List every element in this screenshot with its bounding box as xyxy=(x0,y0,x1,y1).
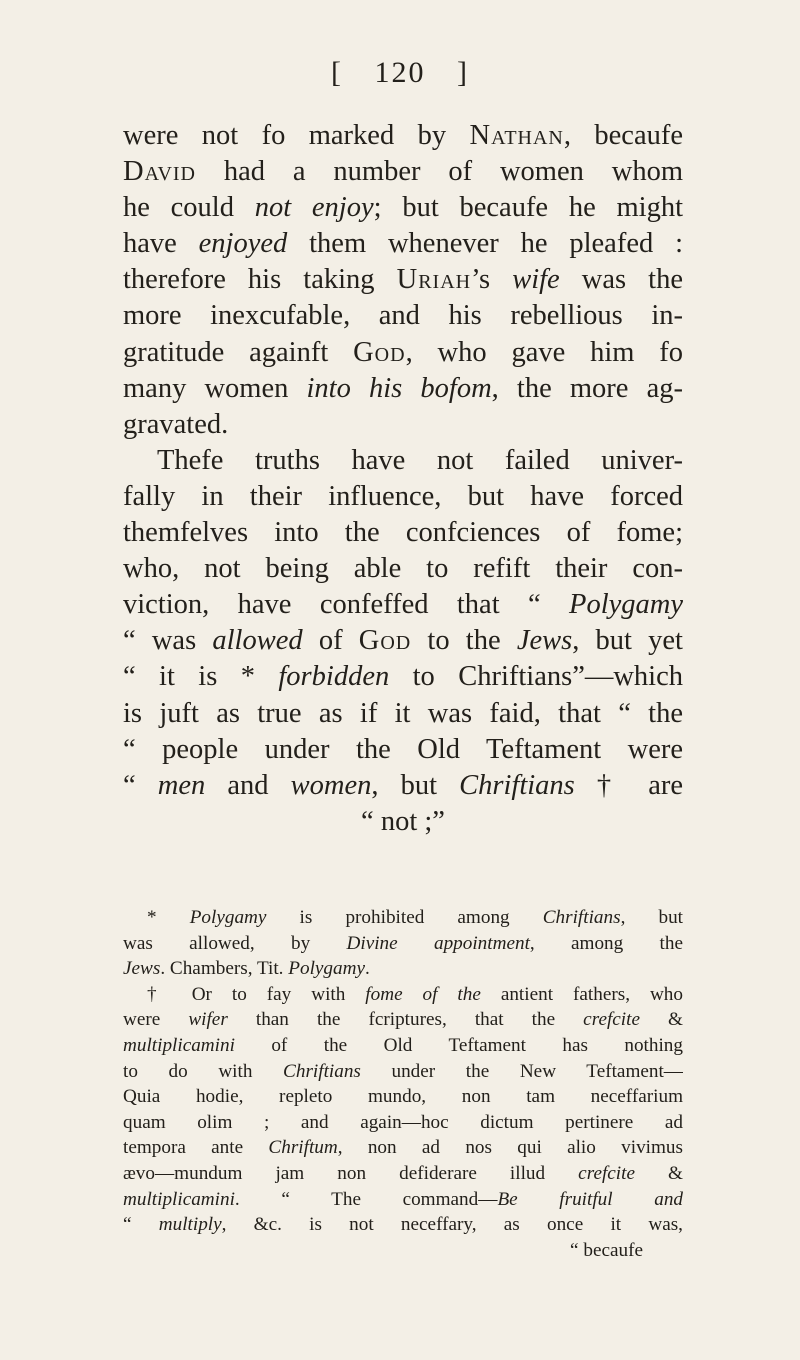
italic-run: Chriftum xyxy=(268,1137,338,1159)
text-run: gratitude againft xyxy=(123,336,354,368)
footnote-line xyxy=(123,956,683,982)
small-caps-run: David xyxy=(123,156,196,188)
italic-run: not enjoy xyxy=(254,192,374,224)
text-run: ævo—mundum jam non defiderare illud xyxy=(123,1162,579,1184)
body-text xyxy=(123,118,683,840)
small-caps-run: God xyxy=(353,336,406,368)
body-line xyxy=(123,298,683,334)
text-run: & xyxy=(635,1162,683,1184)
footnote-line xyxy=(123,1238,683,1264)
text-run xyxy=(307,373,492,404)
text-run: of xyxy=(302,625,359,657)
italic-run: fome of the xyxy=(365,983,481,1005)
text-run: viction, have confeffed that “ xyxy=(123,589,570,621)
text-run: . Chambers, Tit. xyxy=(160,958,289,980)
text-run: to Chriftians”—which xyxy=(389,661,683,693)
text-run xyxy=(543,907,621,928)
text-run: , the more ag- xyxy=(491,372,683,404)
footnote-line xyxy=(123,1059,683,1085)
text-run: is prohibited among xyxy=(266,907,543,928)
body-line xyxy=(123,732,683,768)
footnote-line xyxy=(123,931,683,957)
text-run: under the New Teftament— xyxy=(360,1060,683,1082)
italic-run: crefcite xyxy=(583,1009,640,1031)
footnote-line xyxy=(123,1084,683,1110)
italic-run: allowed xyxy=(212,625,303,657)
footnote-line xyxy=(123,1135,683,1161)
text-run: had a number of women whom xyxy=(196,156,683,188)
text-run: & xyxy=(640,1009,683,1031)
text-run xyxy=(288,958,365,979)
text-run: to do with xyxy=(123,1060,284,1082)
text-run: therefore his taking xyxy=(123,264,397,296)
body-line xyxy=(123,118,683,154)
text-run: Quia hodie, repleto mundo, non tam neceffarium xyxy=(123,1086,683,1108)
text-run xyxy=(291,770,372,801)
text-run: , among the xyxy=(529,932,683,954)
text-run xyxy=(283,1061,361,1082)
italic-run: crefcite xyxy=(578,1162,635,1184)
text-run xyxy=(517,625,572,656)
italic-run: men xyxy=(157,769,206,801)
body-line xyxy=(123,515,683,551)
text-run: tempora ante xyxy=(123,1137,269,1159)
text-run xyxy=(199,228,288,259)
text-run: , but yet xyxy=(572,625,683,657)
text-run xyxy=(459,770,575,801)
text-run: more inexcufable, and his rebellious in- xyxy=(123,300,683,332)
text-run xyxy=(255,192,374,223)
page-header xyxy=(0,56,800,90)
text-run: them whenever he pleafed : xyxy=(287,228,683,260)
footnote-line xyxy=(123,1110,683,1136)
text-run: was the xyxy=(559,264,683,296)
italic-run: wife xyxy=(512,264,560,296)
text-run: * xyxy=(147,907,190,928)
text-run xyxy=(123,1189,235,1210)
text-run: was allowed, by xyxy=(123,932,347,954)
text-run xyxy=(212,625,302,656)
text-run: “ was xyxy=(123,625,213,657)
italic-run: Jews xyxy=(123,958,161,980)
body-line xyxy=(123,551,683,587)
body-line xyxy=(123,335,683,371)
body-line xyxy=(123,696,683,732)
body-line xyxy=(123,804,683,840)
text-run: Thefe truths have not failed univer- xyxy=(157,444,683,476)
text-run: gravated. xyxy=(123,408,229,440)
body-line xyxy=(123,587,683,623)
bracket-open: [ xyxy=(331,56,343,89)
footnote-line xyxy=(123,1187,683,1213)
text-run: is juft as true as if it was faid, that “ the xyxy=(123,697,683,729)
text-run xyxy=(188,1009,227,1030)
text-run: , who gave him fo xyxy=(405,336,683,368)
text-run xyxy=(268,1137,337,1158)
italic-run: wifer xyxy=(188,1009,228,1031)
text-run xyxy=(569,589,683,620)
text-run: of the Old Teftament has nothing xyxy=(234,1034,683,1056)
text-run: were xyxy=(123,1009,189,1031)
text-run xyxy=(578,1163,635,1184)
text-run xyxy=(365,984,481,1005)
italic-run: forbidden xyxy=(278,661,390,693)
text-run: fally in their influence, but have forced xyxy=(123,480,683,512)
italic-run: women xyxy=(290,769,372,801)
italic-run: multiply xyxy=(158,1214,222,1236)
footnote-line xyxy=(123,905,683,931)
body-line xyxy=(123,262,683,298)
small-caps-run: Nathan xyxy=(469,120,564,151)
text-run: ; but becaufe he might xyxy=(373,192,683,224)
text-run xyxy=(278,661,389,692)
text-run: . “ The command— xyxy=(234,1188,498,1210)
body-line xyxy=(123,190,683,226)
body-line xyxy=(123,443,683,479)
small-caps-run: God xyxy=(358,625,412,657)
text-run: † are xyxy=(574,769,683,801)
text-run xyxy=(190,907,267,928)
italic-run: Chriftians xyxy=(283,1060,361,1082)
italic-run: Be fruitful and xyxy=(497,1188,683,1210)
text-run xyxy=(583,1009,640,1030)
text-run: , &c. is not neceffary, as once it was, xyxy=(221,1214,683,1236)
text-run: to the xyxy=(411,625,517,657)
body-line xyxy=(123,768,683,804)
italic-run: multiplicamini xyxy=(123,1034,235,1056)
text-run xyxy=(123,958,160,979)
text-run: ’s xyxy=(471,264,513,296)
text-run: “ xyxy=(123,769,158,801)
footnotes xyxy=(123,905,683,1263)
footnote-line xyxy=(123,1161,683,1187)
italic-run: Polygamy xyxy=(288,958,365,980)
text-run: , but xyxy=(620,907,683,928)
text-run: and xyxy=(205,769,291,801)
body-line xyxy=(123,479,683,515)
text-run: he could xyxy=(123,192,255,224)
text-run: quam olim ; and again—hoc dictum pertinere ad xyxy=(123,1111,683,1133)
text-run: , becaufe xyxy=(563,120,683,151)
text-run xyxy=(347,933,530,954)
text-run xyxy=(123,1035,235,1056)
footnote-line xyxy=(123,1212,683,1238)
text-run: than the fcriptures, that the xyxy=(227,1009,584,1031)
body-line xyxy=(123,623,683,659)
footnote-line xyxy=(123,982,683,1008)
text-run: “ people under the Old Teftament were xyxy=(123,733,683,765)
body-line xyxy=(123,659,683,695)
body-line xyxy=(123,226,683,262)
text-run: “ xyxy=(123,1214,159,1236)
italic-run: Polygamy xyxy=(569,589,683,621)
text-run: † Or to fay with xyxy=(147,983,366,1005)
text-run: , but xyxy=(371,769,460,801)
text-run xyxy=(497,1189,683,1210)
italic-run: Divine appointment xyxy=(346,932,530,954)
italic-run: enjoyed xyxy=(198,228,288,260)
page-number: 120 xyxy=(374,56,426,89)
italic-run: into his bofom xyxy=(306,372,492,404)
small-caps-run: Uriah xyxy=(396,264,472,296)
body-line xyxy=(123,407,683,443)
bracket-close: ] xyxy=(457,56,469,89)
text-run: “ becaufe xyxy=(570,1239,643,1261)
text-run: have xyxy=(123,228,199,260)
italic-run: Chriftians xyxy=(542,907,621,928)
text-run: who, not being able to refift their con- xyxy=(123,553,683,585)
text-run xyxy=(159,1214,222,1235)
text-run: “ not ;” xyxy=(361,805,445,837)
italic-run: Jews xyxy=(516,625,573,657)
text-run: . xyxy=(365,958,370,980)
italic-run: Polygamy xyxy=(189,907,267,928)
text-run: were not fo marked by xyxy=(123,120,470,151)
text-run: “ it is * xyxy=(123,661,279,693)
text-run: many women xyxy=(123,372,307,404)
body-line xyxy=(123,154,683,190)
text-run: themfelves into the confciences of fome; xyxy=(123,517,683,549)
footnote-line xyxy=(123,1007,683,1033)
italic-run: multiplicamini xyxy=(123,1188,235,1210)
text-run: antient fathers, who xyxy=(480,983,683,1005)
italic-run: Chriftians xyxy=(459,769,575,801)
text-run: , non ad nos qui alio vivimus xyxy=(337,1137,683,1159)
body-line xyxy=(123,371,683,407)
text-run xyxy=(512,264,560,295)
footnote-line xyxy=(123,1033,683,1059)
text-run xyxy=(158,770,205,801)
